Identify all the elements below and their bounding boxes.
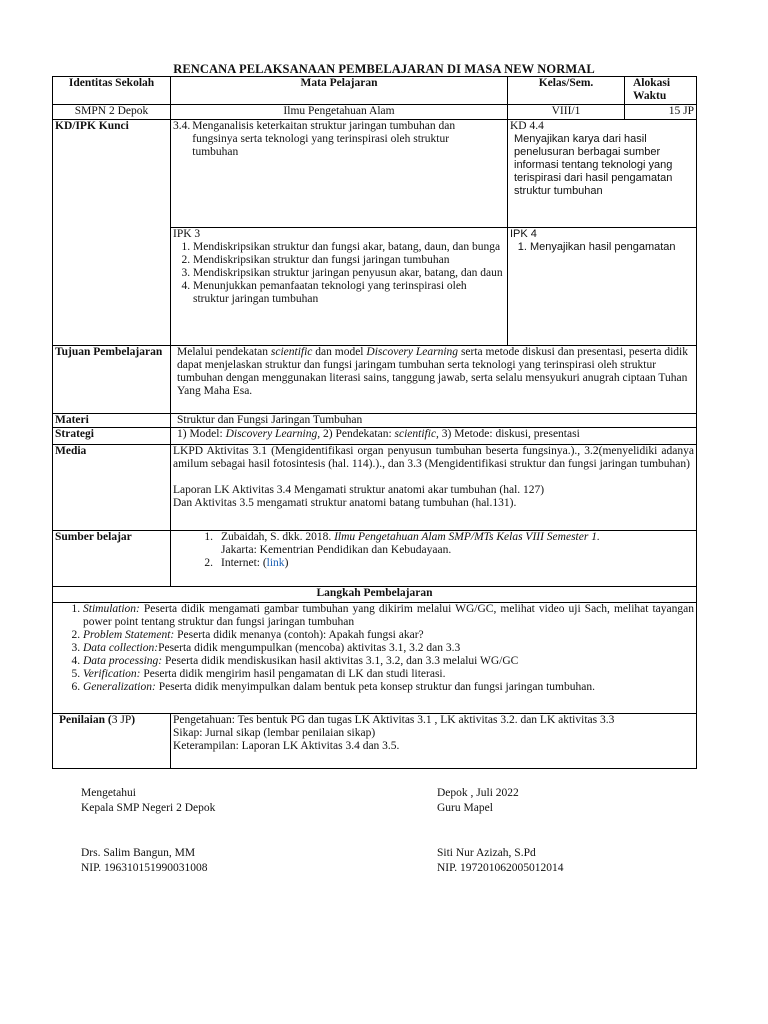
langkah-list — [55, 603, 694, 694]
signature-right-line1: Depok , Juli 2022 — [437, 787, 519, 799]
strategi-part: 3) Metode: diskusi, presentasi — [438, 428, 580, 440]
signature-left-name: Drs. Salim Bangun, MM — [81, 847, 196, 859]
ipk-4 — [508, 228, 697, 346]
langkah-header-row — [53, 587, 697, 603]
strategi-label: Strategi — [53, 428, 171, 445]
langkah-steps — [53, 603, 697, 714]
penilaian-label — [53, 714, 171, 769]
header-row — [53, 77, 697, 105]
step-term: Data collection: — [83, 642, 159, 654]
list-item: 1. Menyajikan hasil pengamatan — [530, 241, 694, 254]
media-row — [53, 445, 697, 531]
kd-label: KD/IPK Kunci — [53, 120, 171, 346]
school-name: SMPN 2 Depok — [53, 105, 171, 120]
step-text: Peserta didik mendiskusikan hasil aktivitas 3.1, 3.2, dan 3.3 melalui WG/GC — [162, 655, 519, 667]
media-paragraph-1: LKPD Aktivitas 3.1 (Mengidentifikasi organ penyusun tumbuhan beserta fungsinya.)., 3.2(menyelidiki adanya amilum sebagai hasil fotosintesis (hal. 114).)., dan 3.3 (Mengidentifikasi struktur dan fungsi jaringan tumbuhan) — [173, 445, 694, 470]
step-term: Problem Statement: — [83, 629, 175, 641]
list-item: 4. Menunjukkan pemanfaatan teknologi yang terinspirasi oleh struktur jaringan tumbuhan — [193, 280, 505, 306]
header-mapel: Mata Pelajaran — [171, 77, 508, 105]
penilaian-jp: 3 JP — [111, 714, 132, 726]
kd-3-4-text: Menganalisis keterkaitan struktur jaringan tumbuhan dan fungsinya serta teknologi yang terinspirasi oleh struktur tumbuhan — [192, 120, 456, 158]
signature-right-nip: NIP. 197201062005012014 — [437, 862, 564, 874]
kd-3-4 — [171, 120, 508, 228]
penilaian-row — [53, 714, 697, 769]
penilaian-label-text: Penilaian ( — [59, 714, 112, 726]
sumber-text — [171, 531, 697, 587]
sumber-author: Zubaidah, S. dkk. 2018. — [221, 531, 335, 543]
subject-name: Ilmu Pengetahuan Alam — [171, 105, 508, 120]
signature-left — [81, 786, 215, 876]
tujuan-part: Melalui pendekatan — [177, 346, 271, 358]
list-number: 2. — [204, 557, 213, 569]
sumber-publisher: Jakarta: Kementrian Pendidikan dan Kebudayaan. — [221, 544, 452, 556]
list-item: 2. Mendiskripsikan struktur dan fungsi jaringan tumbuhan — [193, 254, 505, 267]
header-kelas: Kelas/Sem. — [508, 77, 625, 105]
step-text: Peserta didik mengumpulkan (mencoba) aktivitas 3.1, 3.2 dan 3.3 — [158, 642, 461, 654]
ipk-4-label: IPK 4 — [510, 228, 537, 240]
sumber-row — [53, 531, 697, 587]
strategi-text — [171, 428, 697, 445]
tujuan-part: scientific — [270, 346, 313, 358]
strategi-row — [53, 428, 697, 445]
list-item — [83, 603, 694, 629]
list-number: 1. — [204, 531, 213, 543]
tujuan-label: Tujuan Pembelajaran — [53, 346, 171, 414]
sumber-label: Sumber belajar — [53, 531, 171, 587]
document-title: RENCANA PELAKSANAAN PEMBELAJARAN DI MASA NEW NORMAL — [173, 62, 595, 76]
kd-3-4-number: 3.4. — [173, 120, 191, 132]
step-text: Peserta didik mengirim hasil pengamatan di LK dan studi literasi. — [140, 668, 446, 680]
step-text: Peserta didik menanya (contoh): Apakah fungsi akar? — [174, 629, 424, 641]
sumber-internet-close: ) — [284, 557, 289, 569]
signature-right-name: Siti Nur Azizah, S.Pd — [437, 847, 536, 859]
kd-4-4-text: Menyajikan karya dari hasil penelusuran berbagai sumber informasi tentang teknologi yang terispirasi dari hasil pengamatan struktur tumbuhan — [514, 133, 673, 197]
penilaian-keterampilan: Keterampilan: Laporan LK Aktivitas 3.4 dan 3.5. — [173, 740, 400, 752]
kd-4-4-label: KD 4.4 — [510, 120, 544, 132]
step-term: Verification: — [83, 668, 141, 680]
time-allocation: 15 JP — [625, 105, 697, 120]
tujuan-part: dan model — [312, 346, 367, 358]
ipk-3-label: IPK 3 — [173, 228, 201, 240]
list-item — [83, 668, 694, 681]
list-item — [83, 655, 694, 668]
tujuan-part: Discovery Learning — [366, 346, 459, 358]
sumber-internet-label: Internet: ( — [221, 557, 267, 569]
sumber-link[interactable]: link — [266, 557, 285, 569]
signature-right-line2: Guru Mapel — [437, 802, 493, 814]
sumber-book-title: Ilmu Pengetahuan Alam SMP/MTs Kelas VIII Semester 1. — [334, 531, 600, 543]
penilaian-pengetahuan: Pengetahuan: Tes bentuk PG dan tugas LK Aktivitas 3.1 , LK aktivitas 3.2. dan LK aktivitas 3.3 — [173, 714, 615, 726]
materi-text: Struktur dan Fungsi Jaringan Tumbuhan — [171, 414, 697, 428]
signature-left-line1: Mengetahui — [81, 787, 136, 799]
penilaian-label-close: ) — [131, 714, 136, 726]
langkah-label: Langkah Pembelajaran — [53, 587, 697, 603]
media-paragraph-2: Laporan LK Aktivitas 3.4 Mengamati struktur anatomi akar tumbuhan (hal. 127) — [173, 484, 545, 496]
media-paragraph-3: Dan Aktivitas 3.5 mengamati struktur anatomi batang tumbuhan (hal.131). — [173, 497, 517, 509]
step-term: Stimulation: — [83, 603, 140, 615]
signature-left-line2: Kepala SMP Negeri 2 Depok — [81, 802, 216, 814]
class-semester: VIII/1 — [508, 105, 625, 120]
ipk-3-list — [173, 241, 505, 306]
signature-left-nip: NIP. 196310151990031008 — [81, 862, 208, 874]
langkah-row — [53, 603, 697, 714]
tujuan-part: serta metode diskusi dan presentasi, peserta didik dapat menjelaskan struktur dan fungsi jaringam tumbuhan serta teknologi yang terinspirasi oleh struktur tumbuhan dengan menggunakan literasi sains, tanggung jawab, serta selalu mensyukuri anugrah ciptaan Tuhan Yang Maha Esa. — [177, 346, 689, 397]
penilaian-sikap: Sikap: Jurnal sikap (lembar penilaian sikap) — [173, 727, 376, 739]
tujuan-row — [53, 346, 697, 414]
header-identitas: Identitas Sekolah — [53, 77, 171, 105]
rpp-table — [52, 76, 697, 769]
media-label: Media — [53, 445, 171, 531]
step-term: Generalization: — [83, 681, 156, 693]
list-item — [83, 642, 694, 655]
list-item — [83, 629, 694, 642]
header-alokasi: Alokasi Waktu — [625, 77, 697, 105]
step-text: Peserta didik menyimpulkan dalam bentuk peta konsep struktur dan fungsi jaringan tumbuhan. — [155, 681, 595, 693]
step-text: Peserta didik mengamati gambar tumbuhan yang dikirim melalui WG/GC, melihat video uji Sach, melihat tayangan power point tentang struktur dan fungsi jaringan tumbuhan — [83, 603, 694, 628]
strategi-part: scientific, — [394, 428, 439, 440]
penilaian-text — [171, 714, 697, 769]
kd-4-4 — [508, 120, 697, 228]
list-item: 3. Mendiskripsikan struktur jaringan penyusun akar, batang, dan daun — [193, 267, 505, 280]
tujuan-text — [171, 346, 697, 414]
strategi-part: 1) Model: — [177, 428, 226, 440]
list-item — [83, 681, 694, 694]
materi-label: Materi — [53, 414, 171, 428]
ipk-4-list — [510, 241, 694, 254]
identity-row — [53, 105, 697, 120]
strategi-part: 2) Pendekatan: — [320, 428, 395, 440]
signature-right — [437, 786, 564, 876]
media-text — [171, 445, 697, 531]
ipk-3 — [171, 228, 508, 346]
sumber-item-2 — [221, 557, 288, 570]
step-term: Data processing: — [83, 655, 163, 667]
materi-row — [53, 414, 697, 428]
kd-row — [53, 120, 697, 228]
strategi-part: Discovery Learning, — [225, 428, 321, 440]
sumber-item-1 — [221, 531, 600, 557]
list-item: 1. Mendiskripsikan struktur dan fungsi akar, batang, daun, dan bunga — [193, 241, 505, 254]
